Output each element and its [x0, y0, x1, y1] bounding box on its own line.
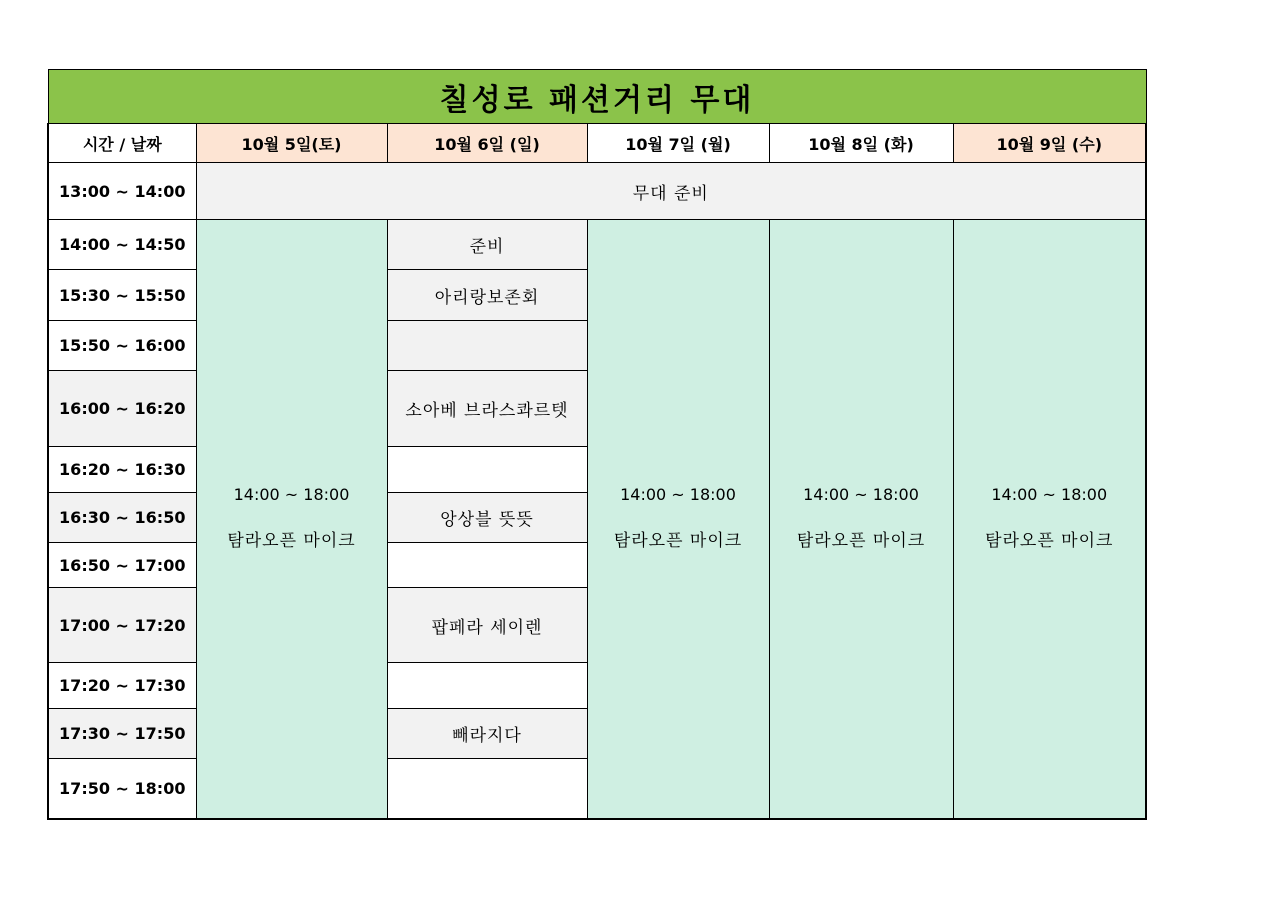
- day-header-3: 10월 7일 (월): [587, 124, 769, 163]
- open-mic-day1: [196, 220, 387, 819]
- act-cell: 앙상블 뜻뜻: [387, 493, 587, 543]
- day-header-4: 10월 8일 (화): [769, 124, 953, 163]
- time-slot: 17:50 ~ 18:00: [48, 759, 196, 819]
- schedule-table: [47, 69, 1147, 820]
- open-mic-name: 탐라오픈 마이크: [613, 531, 743, 551]
- time-slot: 17:30 ~ 17:50: [48, 709, 196, 759]
- day-header-5: 10월 9일 (수): [953, 124, 1146, 163]
- time-slot: 15:30 ~ 15:50: [48, 270, 196, 321]
- act-cell: [387, 447, 587, 493]
- time-slot: 16:00 ~ 16:20: [48, 371, 196, 447]
- act-cell: [387, 543, 587, 588]
- open-mic-name: 탐라오픈 마이크: [985, 531, 1114, 551]
- stage-prep-cell: 무대 준비: [196, 163, 1146, 220]
- act-cell: [387, 663, 587, 709]
- act-cell: [387, 759, 587, 819]
- act-cell: 아리랑보존회: [387, 270, 587, 321]
- open-mic-name: 탐라오픈 마이크: [796, 531, 926, 551]
- day-header-1: 10월 5일(토): [196, 124, 387, 163]
- time-slot: 17:20 ~ 17:30: [48, 663, 196, 709]
- day-header-2: 10월 6일 (일): [387, 124, 587, 163]
- open-mic-day4: [769, 220, 953, 819]
- time-slot: 14:00 ~ 14:50: [48, 220, 196, 270]
- time-slot: 16:30 ~ 16:50: [48, 493, 196, 543]
- time-slot: 17:00 ~ 17:20: [48, 588, 196, 663]
- time-slot: 15:50 ~ 16:00: [48, 321, 196, 371]
- page-title: 칠성로 패션거리 무대: [48, 70, 1146, 124]
- open-mic-day3: [587, 220, 769, 819]
- act-cell: 빼라지다: [387, 709, 587, 759]
- act-cell: 준비: [387, 220, 587, 270]
- open-mic-name: 탐라오픈 마이크: [227, 531, 356, 551]
- open-mic-time: 14:00 ~ 18:00: [233, 485, 350, 504]
- open-mic-time: 14:00 ~ 18:00: [803, 485, 919, 504]
- time-slot: 16:50 ~ 17:00: [48, 543, 196, 588]
- act-cell: 소아베 브라스콰르텟: [387, 371, 587, 447]
- time-slot: 16:20 ~ 16:30: [48, 447, 196, 493]
- open-mic-day5: [953, 220, 1146, 819]
- act-cell: 팝페라 세이렌: [387, 588, 587, 663]
- corner-header: 시간 / 날짜: [48, 124, 196, 163]
- open-mic-time: 14:00 ~ 18:00: [620, 485, 736, 504]
- act-cell: [387, 321, 587, 371]
- time-slot: 13:00 ~ 14:00: [48, 163, 196, 220]
- open-mic-time: 14:00 ~ 18:00: [991, 485, 1108, 504]
